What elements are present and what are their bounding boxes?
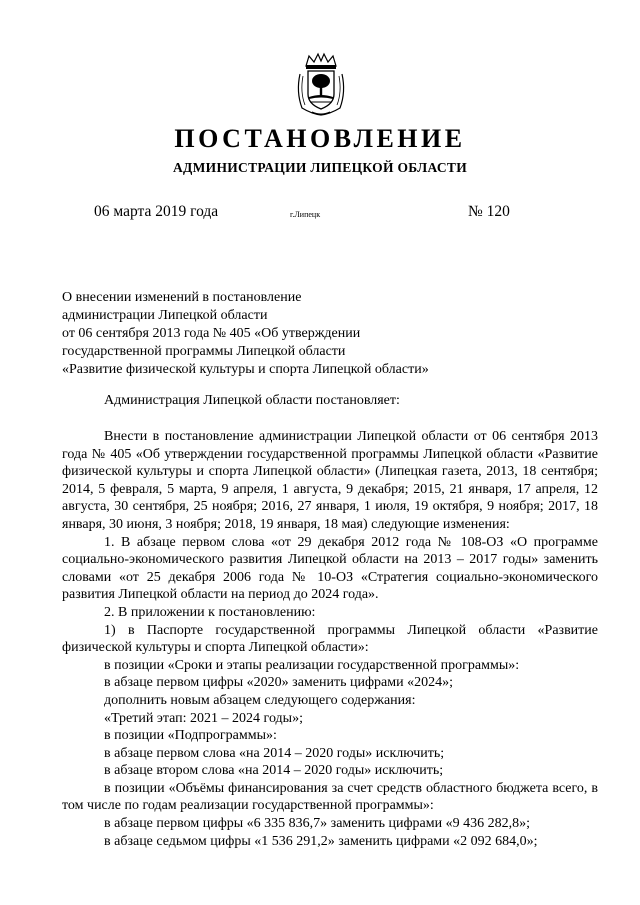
document-body bbox=[62, 428, 598, 850]
body-paragraph: в абзаце первом цифры «6 335 836,7» заменить цифрами «9 436 282,8»; bbox=[104, 816, 530, 832]
coat-of-arms-emblem bbox=[294, 52, 348, 116]
issuer-subtitle: АДМИНИСТРАЦИИ ЛИПЕЦКОЙ ОБЛАСТИ bbox=[172, 160, 468, 175]
heading-line: государственной программы Липецкой области bbox=[62, 344, 346, 359]
document-heading bbox=[62, 289, 482, 379]
body-paragraph: в позиции «Сроки и этапы реализации государственной программы»: bbox=[104, 657, 520, 673]
body-paragraph: Внести в постановление администрации Липецкой области от 06 сентября 2013 года № 405 «Об утверждении государственной программы Липецкой области «Развитие физической культуры и спорта Липецкой области» (Липецкая газета, 2013, 18 сентября; 2014, 5 февраля, 5 марта, 9 апреля, 1 августа, 9 декабря; 2015, 21 января, 17 апреля, 12 августа, 30 сентября, 25 ноября; 2016, 27 января, 1 июля, 19 октября, 9 ноября; 2017, 18 января, 30 июня, 3 ноября; 2018, 19 января, 18 мая) следующие изменения: bbox=[62, 429, 598, 532]
intro-statement: Администрация Липецкой области постановляет: bbox=[104, 393, 400, 408]
heading-line: администрации Липецкой области bbox=[62, 308, 268, 323]
document-city: г.Липецк bbox=[290, 210, 321, 219]
body-paragraph: «Третий этап: 2021 – 2024 годы»; bbox=[104, 710, 303, 726]
body-paragraph: в абзаце седьмом цифры «1 536 291,2» заменить цифрами «2 092 684,0»; bbox=[104, 833, 538, 849]
body-paragraph: в абзаце втором слова «на 2014 – 2020 годы» исключить; bbox=[104, 763, 444, 779]
body-paragraph: 1) в Паспорте государственной программы Липецкой области «Развитие физической культуры и спорта Липецкой области»: bbox=[62, 622, 598, 656]
document-title: ПОСТАНОВЛЕНИЕ bbox=[174, 124, 466, 153]
heading-line: «Развитие физической культуры и спорта Липецкой области» bbox=[62, 362, 429, 377]
heading-line: от 06 сентября 2013 года № 405 «Об утверждении bbox=[62, 326, 361, 341]
body-paragraph: в абзаце первом цифры «2020» заменить цифрами «2024»; bbox=[104, 675, 453, 691]
body-paragraph: дополнить новым абзацем следующего содержания: bbox=[104, 692, 416, 708]
body-paragraph: в позиции «Подпрограммы»: bbox=[104, 728, 277, 744]
body-paragraph: в позиции «Объёмы финансирования за счет средств областного бюджета всего, в том числе по годам реализации государственной программы»: bbox=[62, 780, 598, 814]
body-paragraph: в абзаце первом слова «на 2014 – 2020 годы» исключить; bbox=[104, 745, 445, 761]
body-paragraph: 2. В приложении к постановлению: bbox=[104, 604, 316, 620]
document-number: № 120 bbox=[468, 203, 510, 220]
body-paragraph: 1. В абзаце первом слова «от 29 декабря 2012 года № 108-ОЗ «О программе социально-экономического развития Липецкой области на 2013 – 2017 годы» заменить словами «от 25 декабря 2006 года № 10-ОЗ «Стратегия социально-экономического развития Липецкой области на период до 2024 года». bbox=[62, 534, 598, 603]
document-date: 06 марта 2019 года bbox=[94, 203, 219, 220]
heading-line: О внесении изменений в постановление bbox=[62, 290, 302, 305]
